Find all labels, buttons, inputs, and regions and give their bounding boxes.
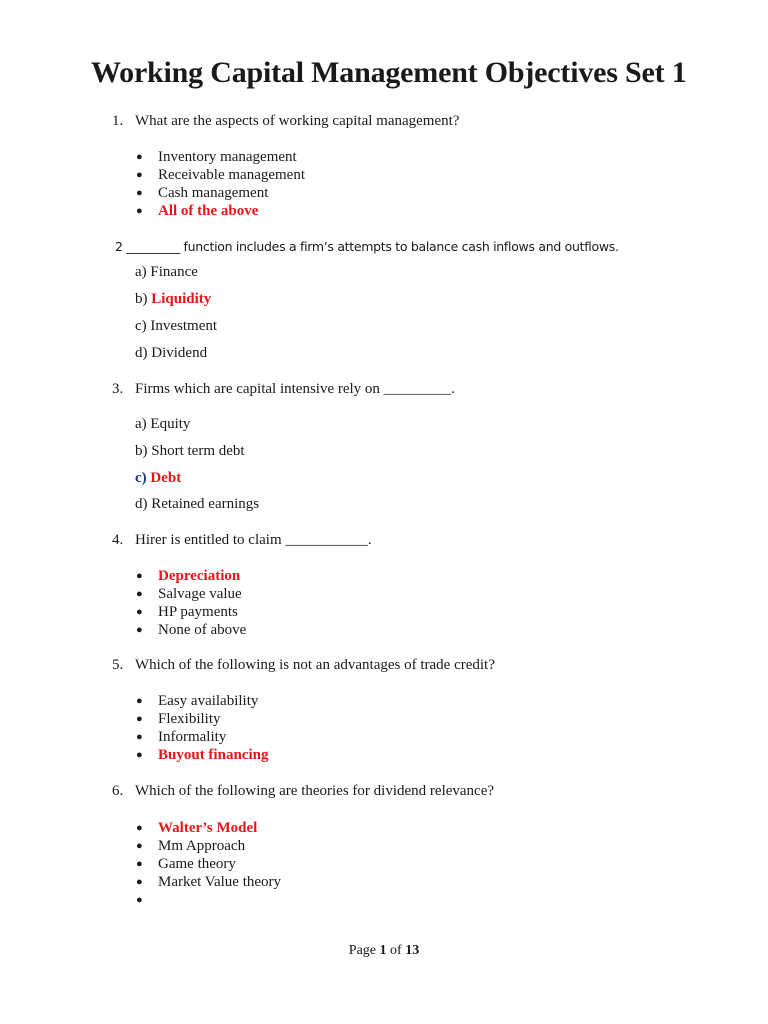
bullet-icon: ●: [136, 713, 143, 725]
option-item: a) Equity: [135, 416, 191, 432]
bullet-icon: ●: [136, 822, 143, 834]
bullet-icon: ●: [136, 169, 143, 181]
bullet-icon: ●: [136, 205, 143, 217]
question-text: What are the aspects of working capital management?: [135, 113, 460, 129]
page-title: Working Capital Management Objectives Set 1: [91, 56, 687, 89]
option-item-correct: c) Debt: [135, 470, 182, 486]
total-pages-number: 13: [405, 943, 420, 958]
bullet-icon: ●: [136, 731, 143, 743]
option-item: c) Investment: [135, 318, 218, 334]
bullet-icon: ●: [136, 894, 143, 906]
option-item-correct: b) Liquidity: [135, 291, 212, 307]
question-number: 1.: [112, 113, 124, 129]
question-number: 5.: [112, 657, 124, 673]
option-item: a) Finance: [135, 264, 198, 280]
bullet-icon: ●: [136, 695, 143, 707]
question-number: 3.: [112, 381, 124, 397]
option-item: b) Short term debt: [135, 443, 245, 459]
bullet-icon: ●: [136, 187, 143, 199]
question-text: Which of the following is not an advantages of trade credit?: [135, 657, 495, 673]
option-item: d) Retained earnings: [135, 496, 260, 512]
bullet-icon: ●: [136, 876, 143, 888]
bullet-icon: ●: [136, 151, 143, 163]
question-text: Firms which are capital intensive rely on _________.: [135, 381, 455, 397]
page-label: Page: [348, 943, 380, 958]
question-text: Hirer is entitled to claim ___________.: [135, 532, 372, 548]
current-page-number: 1: [379, 943, 387, 958]
bullet-icon: ●: [136, 624, 143, 636]
bullet-icon: ●: [136, 749, 143, 761]
bullet-icon: ●: [136, 570, 143, 582]
question-text: 2 _________ function includes a firm’s attempts to balance cash inflows and outflows.: [115, 239, 619, 254]
question-number: 4.: [112, 532, 124, 548]
option-item: d) Dividend: [135, 345, 208, 361]
bullet-icon: ●: [136, 840, 143, 852]
page-footer: [0, 943, 768, 959]
question-text: Which of the following are theories for dividend relevance?: [135, 783, 495, 799]
bullet-icon: ●: [136, 588, 143, 600]
question-number: 6.: [112, 783, 124, 799]
bullet-icon: ●: [136, 858, 143, 870]
page-of-label: of: [386, 943, 406, 958]
bullet-icon: ●: [136, 606, 143, 618]
